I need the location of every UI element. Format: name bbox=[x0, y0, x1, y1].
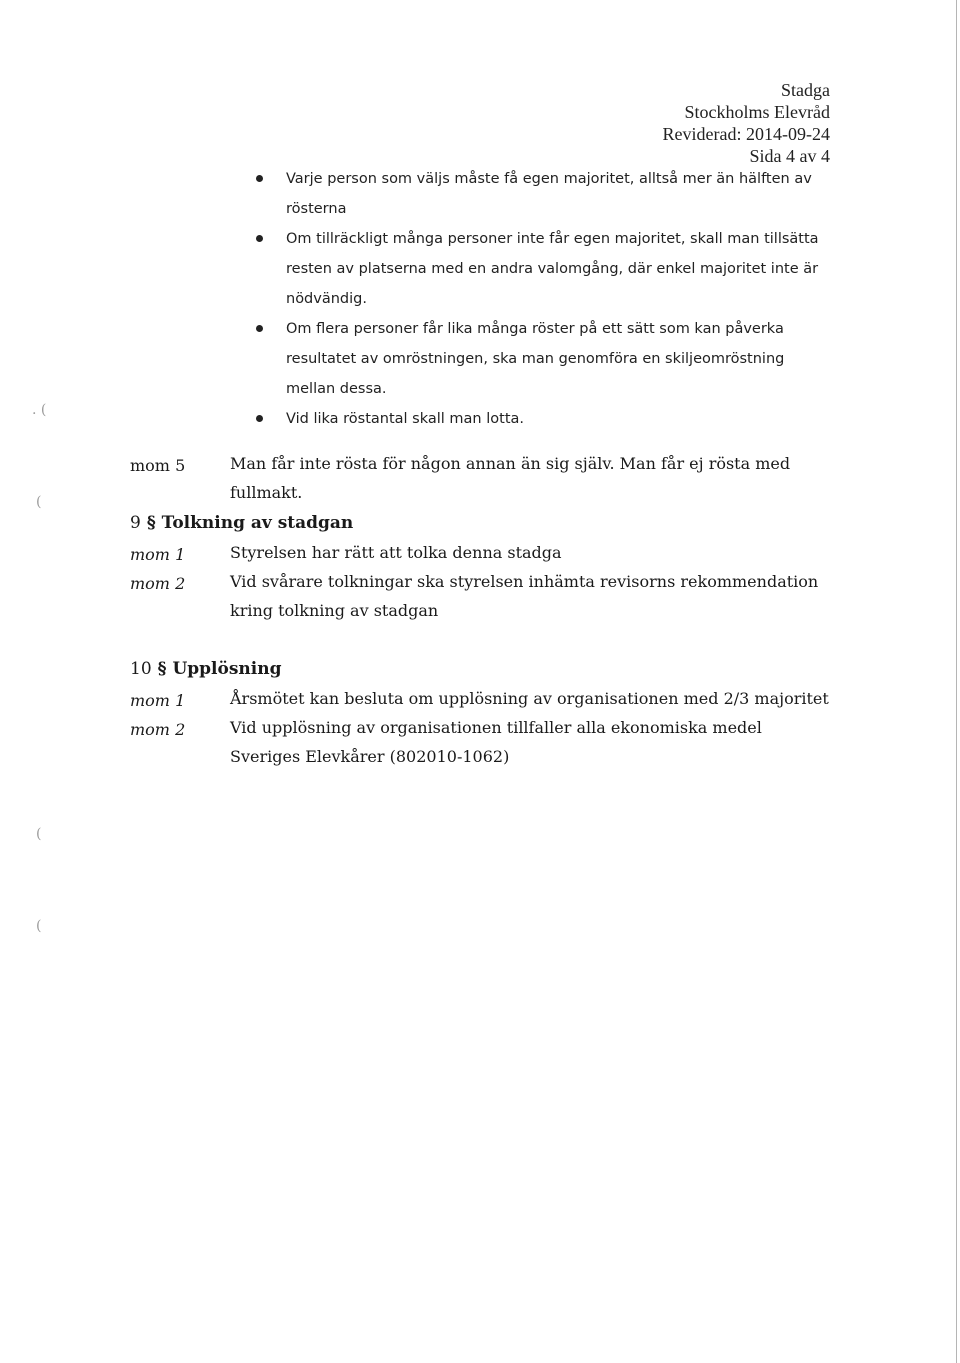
section9-mom1-label: mom 1 bbox=[130, 545, 186, 564]
section10-mom2-text: Vid upplösning av organisationen tillfaller alla ekonomiska medel Sveriges Elevkårer (802010-1062) bbox=[230, 718, 762, 766]
list-item: Om flera personer får lika många röster på ett sätt som kan påverka resultatet av omröstningen, ska man genomföra en skiljeomröstning mellan dessa. bbox=[256, 314, 826, 404]
page-edge bbox=[956, 0, 957, 1363]
scan-mark: ( bbox=[36, 918, 42, 934]
section10-title: § Upplösning bbox=[157, 659, 282, 679]
scan-mark: ( bbox=[36, 494, 42, 510]
section10-heading bbox=[130, 659, 281, 679]
section9-heading bbox=[130, 513, 353, 533]
section10-mom1-text: Årsmötet kan besluta om upplösning av organisationen med 2/3 majoritet bbox=[230, 689, 829, 708]
section9-title: § Tolkning av stadgan bbox=[146, 513, 354, 533]
mom5-label: mom 5 bbox=[130, 456, 186, 475]
bullet-icon bbox=[256, 415, 263, 422]
header-title: Stadga bbox=[781, 80, 830, 100]
bullet-icon bbox=[256, 235, 263, 242]
section9-mom2-label: mom 2 bbox=[130, 574, 186, 593]
list-item: Varje person som väljs måste få egen majoritet, alltså mer än hälften av rösterna bbox=[256, 164, 826, 224]
header-organization: Stockholms Elevråd bbox=[684, 102, 830, 122]
header-page-number: Sida 4 av 4 bbox=[749, 146, 830, 166]
document-header bbox=[663, 79, 830, 167]
section9-mom1-text: Styrelsen har rätt att tolka denna stadga bbox=[230, 543, 562, 562]
list-item: Vid lika röstantal skall man lotta. bbox=[256, 404, 826, 434]
scan-mark: . ( bbox=[32, 402, 47, 418]
section10-mom1-label: mom 1 bbox=[130, 691, 186, 710]
bullet-icon bbox=[256, 325, 263, 332]
section9-mom2-text: Vid svårare tolkningar ska styrelsen inhämta revisorns rekommendation kring tolkning av stadgan bbox=[230, 572, 819, 620]
section10-mom2-label: mom 2 bbox=[130, 720, 186, 739]
bullet-icon bbox=[256, 175, 263, 182]
section10-number: 10 bbox=[130, 659, 152, 679]
header-revised-date: Reviderad: 2014-09-24 bbox=[662, 124, 830, 144]
section9-number: 9 bbox=[130, 513, 141, 533]
scan-mark: ( bbox=[36, 826, 42, 842]
voting-rules-list bbox=[256, 164, 826, 434]
mom5-text: Man får inte rösta för någon annan än sig själv. Man får ej rösta med fullmakt. bbox=[230, 454, 791, 502]
list-item: Om tillräckligt många personer inte får egen majoritet, skall man tillsätta resten av platserna med en andra valomgång, där enkel majoritet inte är nödvändig. bbox=[256, 224, 826, 314]
